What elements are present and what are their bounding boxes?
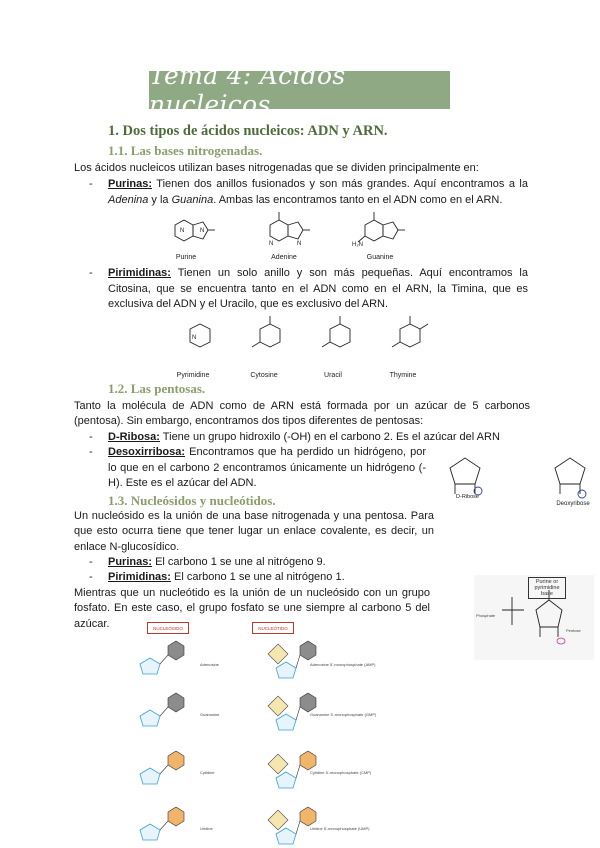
desoxi-text: Encontramos que ha perdido un hidrógeno, por lo que en el carbono 2 encontramos únicamente un hidrógeno (-H). Este es el azúcar del ADN. (108, 446, 426, 490)
bases-intro: Los ácidos nucleicos utilizan bases nitrogenadas que se dividen principalmente en: (74, 162, 479, 174)
svg-text:N: N (192, 335, 197, 341)
nucleotido-paragraph: Mientras que un nucleótido es la unión de un nucleósido con un grupo fosfato. En este caso, el grupo fosfato se une siempre al carbono 5 del azúcar. (74, 587, 430, 630)
label-purine: Purine (175, 254, 197, 261)
nucleosido-paragraph: Un nucleósido es la unión de una base nitrogenada y una pentosa. Para que esto ocurra tiene que tener lugar un enlace covalente, es decir, un enlace N-glucosídico. (74, 510, 434, 553)
nucleotide-gmp: Guanosine 5'-monophosphate (GMP) (310, 712, 377, 717)
list-item-ribosa: - D-Ribosa: Tiene un grupo hidroxilo (-OH) en el carbono 2. Es el azúcar del ARN (89, 431, 500, 443)
term-ribosa: D-Ribosa: (108, 431, 160, 443)
nucleoside-adenosine: Adenosine (200, 662, 219, 667)
label-thymine: Thymine (389, 372, 417, 379)
list-item-pirimidinas-enlace: - Pirimidinas: El carbono 1 se une al nitrógeno 1. (89, 571, 345, 583)
guanine-molecule (352, 212, 405, 248)
nucleoside-guanosine: Guanosine (200, 712, 220, 717)
pentose-label: Pentose (566, 628, 581, 633)
uracil-molecule (322, 316, 350, 347)
list-item-pirimidinas: - Pirimidinas: Tienen un solo anillo y son más pequeñas. Aquí encontramos la Citosina, que se encuentra tanto en el ADN como en el ARN, la Timina, que es exclusiva del ADN y el Uracilo, que es exclusivo del ARN. (89, 267, 528, 311)
purine-molecule (175, 220, 215, 241)
svg-text:N: N (269, 241, 274, 247)
purinas-text-end: . Ambas las encontramos tanto en el ADN como en el ARN. (213, 193, 503, 206)
pentosas-intro: Tanto la molécula de ADN como de ARN está formada por un azúcar de 5 carbonos (pentosa). Sin embargo, encontramos dos tipos diferentes de pentosas: (74, 400, 530, 428)
term-purinas-2: Purinas: (108, 556, 153, 568)
guanina-term: Guanina (171, 193, 214, 206)
term-pirimidinas: Pirimidinas: (108, 267, 171, 279)
section-heading-1-2: 1.2. Las pentosas. (108, 381, 206, 396)
base-box-label: Purine or pyrimidine base (528, 577, 566, 599)
label-pyrimidine: Pyrimidine (176, 372, 210, 379)
svg-text:N: N (297, 241, 302, 247)
label-uracil: Uracil (324, 372, 342, 379)
list-item-desoxirribosa: - Desoxirribosa: Encontramos que ha perdido un hidrógeno, por lo que en el carbono 2 encontramos únicamente un hidrógeno (-H). Este es el azúcar del ADN. (89, 446, 426, 490)
deoxyribose-molecule (555, 458, 586, 498)
label-d-ribose: D-Ribose (456, 494, 479, 500)
page-title: Tema 4: Ácidos nucleicos (149, 71, 450, 109)
term-pirimidinas-2: Pirimidinas: (108, 571, 171, 583)
purine-structures (160, 210, 460, 260)
label-guanine: Guanine (366, 254, 394, 261)
svg-text:N: N (180, 228, 185, 234)
thymine-molecule (392, 316, 428, 347)
header-nucleosido: NUCLEÓSIDO (147, 622, 189, 634)
svg-text:N: N (200, 228, 205, 234)
label-deoxyribose: Deoxyribose (556, 501, 590, 507)
label-adenine: Adenine (271, 254, 297, 261)
section-heading-1-1: 1.1. Las bases nitrogenadas. (108, 143, 263, 158)
adenine-molecule (269, 212, 310, 247)
ribosa-text: Tiene un grupo hidroxilo (-OH) en el carbono 2. Es el azúcar del ARN (159, 431, 500, 443)
purinas-text: Tienen dos anillos fusionados y son más grandes. Aquí encontramos a la (152, 178, 528, 190)
nucleotide-amp: Adenosine 5'-monophosphate (AMP) (310, 662, 376, 667)
conj: y la (148, 193, 172, 206)
cytosine-molecule (252, 316, 280, 347)
pyrimidine-molecule (190, 324, 210, 347)
purinas-enlace-text: El carbono 1 se une al nitrógeno 9. (152, 556, 326, 568)
nucleoside-nucleotide-chart (118, 620, 403, 840)
nucleotide-cmp: Cytidine 5'-monophosphate (CMP) (310, 770, 372, 775)
phosphate-label: Phosphate (476, 613, 496, 618)
section-heading-1-3: 1.3. Nucleósidos y nucleótidos. (108, 493, 276, 508)
header-nucleotido: NUCLEÓTIDO (252, 622, 294, 634)
term-purinas: Purinas: (108, 178, 153, 190)
pyrimidine-structures (165, 314, 465, 369)
adenina-term: Adenina (108, 193, 149, 206)
pirimidinas-enlace-text: El carbono 1 se une al nitrógeno 1. (170, 571, 345, 583)
list-item-purinas-enlace: - Purinas: El carbono 1 se une al nitrógeno 9. (89, 556, 326, 568)
nucleotide-ump: Uridine 5'-monophosphate (UMP) (310, 826, 370, 831)
pirimidinas-text: Tienen un solo anillo y son más pequeñas. Aquí encontramos la Citosina, que se encuentra tanto en el ADN como en el ARN, la Timina, que es exclusiva del ADN y el Uracilo, que es exclusivo del ARN. (108, 267, 528, 311)
svg-text:H₂N: H₂N (352, 242, 363, 248)
label-cytosine: Cytosine (250, 372, 278, 379)
nucleoside-cytidine: Cytidine (200, 770, 215, 775)
section-heading-1: 1. Dos tipos de ácidos nucleicos: ADN y ARN. (108, 123, 388, 139)
list-item-purinas: - Purinas: Tienen dos anillos fusionados y son más grandes. Aquí encontramos a la Adenina y la Guanina. Ambas las encontramos tanto en el ADN como en el ARN. (89, 178, 528, 206)
nucleoside-uridine: Uridine (200, 826, 213, 831)
ribose-molecule (450, 458, 482, 495)
term-desoxirribosa: Desoxirribosa: (108, 446, 186, 458)
